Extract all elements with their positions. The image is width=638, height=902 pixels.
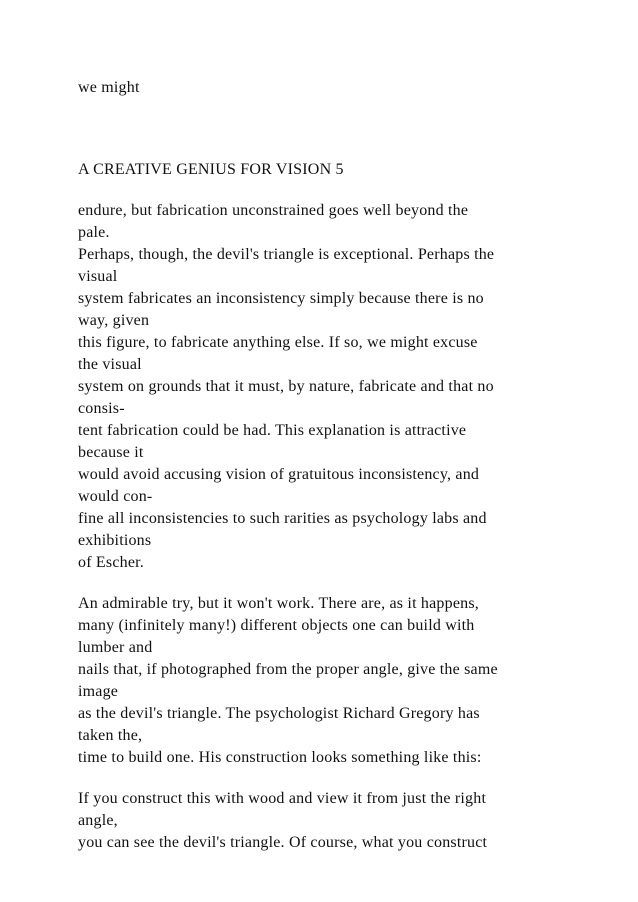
text-line: would avoid accusing vision of gratuitous inconsistency, and (78, 466, 480, 483)
text-line: you can see the devil's triangle. Of course, what you construct (78, 834, 488, 851)
text-line: of Escher. (78, 554, 144, 571)
text-line: Perhaps, though, the devil's triangle is exceptional. Perhaps the (78, 246, 495, 263)
text-line: nails that, if photographed from the proper angle, give the same (78, 661, 498, 678)
text-line: angle, (78, 812, 118, 829)
text-line: pale. (78, 224, 110, 241)
text-line: the visual (78, 356, 142, 373)
text-line: taken the, (78, 727, 143, 744)
text-line: as the devil's triangle. The psychologist Richard Gregory has (78, 705, 480, 722)
text-line: fine all inconsistencies to such rarities as psychology labs and (78, 510, 487, 527)
text-line: would con- (78, 488, 153, 505)
text-line: image (78, 683, 119, 700)
text-line: system on grounds that it must, by nature, fabricate and that no (78, 378, 494, 395)
text-line: this figure, to fabricate anything else. If so, we might excuse (78, 334, 478, 351)
text-line: way, given (78, 312, 150, 329)
text-line: we might (78, 79, 140, 96)
text-line: many (infinitely many!) different objects one can build with (78, 617, 475, 634)
text-line: system fabricates an inconsistency simply because there is no (78, 290, 484, 307)
document-page (78, 0, 623, 902)
text-line: endure, but fabrication unconstrained goes well beyond the (78, 202, 469, 219)
text-line: consis- (78, 400, 125, 417)
text-line: An admirable try, but it won't work. There are, as it happens, (78, 595, 479, 612)
page-header: A CREATIVE GENIUS FOR VISION 5 (78, 161, 344, 178)
text-line: because it (78, 444, 144, 461)
text-line: tent fabrication could be had. This explanation is attractive (78, 422, 467, 439)
text-line: exhibitions (78, 532, 152, 549)
text-line: lumber and (78, 639, 153, 656)
text-line: If you construct this with wood and view it from just the right (78, 790, 487, 807)
text-line: visual (78, 268, 118, 285)
text-line: time to build one. His construction looks something like this: (78, 749, 482, 766)
